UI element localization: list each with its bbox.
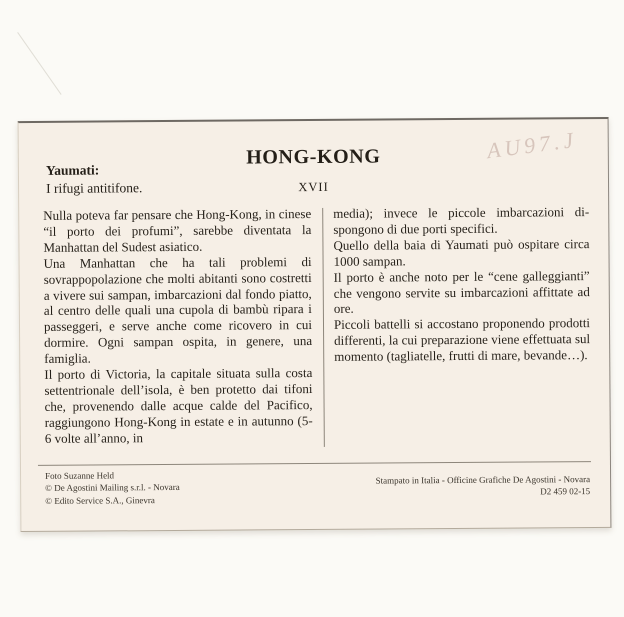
body-text xyxy=(43,204,591,449)
credit-line: © Edito Service S.A., Ginevra xyxy=(45,494,155,506)
imprint-line: Stampato in Italia - Officine Grafiche De Agostini - Novara xyxy=(375,474,591,486)
credit-line: Foto Suzanne Held xyxy=(45,470,115,481)
caption-title: Yaumati: xyxy=(45,162,100,178)
footer-divider-rule xyxy=(38,461,591,466)
scan-artifact-line xyxy=(17,32,61,95)
credits-block xyxy=(45,469,180,507)
body-paragraph: Il porto di Victoria, la capitale situata sulla costa settentrionale dell’isola, è ben protetto dai tifoni che, provenendo dalle acque calde del Pacifico, raggiungono Hong-Kong in estate e in autunno (5-6 volte all’anno, in xyxy=(44,365,313,446)
body-paragraph: Nulla poteva far pensare che Hong-Kong, in cinese “il porto dei profumi”, sarebbe diventata la Manhattan del Sudest asiatico. xyxy=(43,206,312,255)
body-paragraph: media); invece le piccole imbarcazioni dispongono di due porti specifici. xyxy=(333,204,590,237)
postcard-back xyxy=(18,117,612,532)
body-paragraph: Quello della baia di Yaumati può ospitare circa 1000 sampan. xyxy=(333,235,590,269)
body-paragraph: Il porto è anche noto per le “cene galleggianti” che vengono servite su imbarcazioni affittate ad ore. xyxy=(333,267,590,317)
footer xyxy=(45,466,590,507)
imprint-block xyxy=(375,466,590,504)
postcard-title: HONG-KONG xyxy=(246,145,381,169)
caption-subtitle: I rifugi antitifone. xyxy=(45,180,143,196)
handwritten-pencil-note: AU97.J xyxy=(485,126,579,164)
body-column-left xyxy=(43,206,313,446)
body-paragraph: Piccoli battelli si accostano proponendo prodotti differenti, la cui preparazione viene effettuata sul momento (tagliatelle, frutti di mare, bevande…). xyxy=(333,315,591,365)
plate-number: XVII xyxy=(298,179,329,195)
imprint-line: D2 459 02-15 xyxy=(540,486,591,497)
body-paragraph: Una Manhattan che ha tali problemi di sovrappopolazione che molti abitanti sono costretti a vivere sui sampan, imbarcazioni dal fondo piatto, al centro delle quali una cupola di bambù ripara i passeggeri, e serve anche come ricovero in cui dormire. Ogni sampan ospita, in genere, una famiglia. xyxy=(43,253,313,367)
credit-line: © De Agostini Mailing s.r.l. - Novara xyxy=(45,482,180,494)
body-column-right xyxy=(333,204,590,365)
column-divider-rule xyxy=(322,208,325,447)
